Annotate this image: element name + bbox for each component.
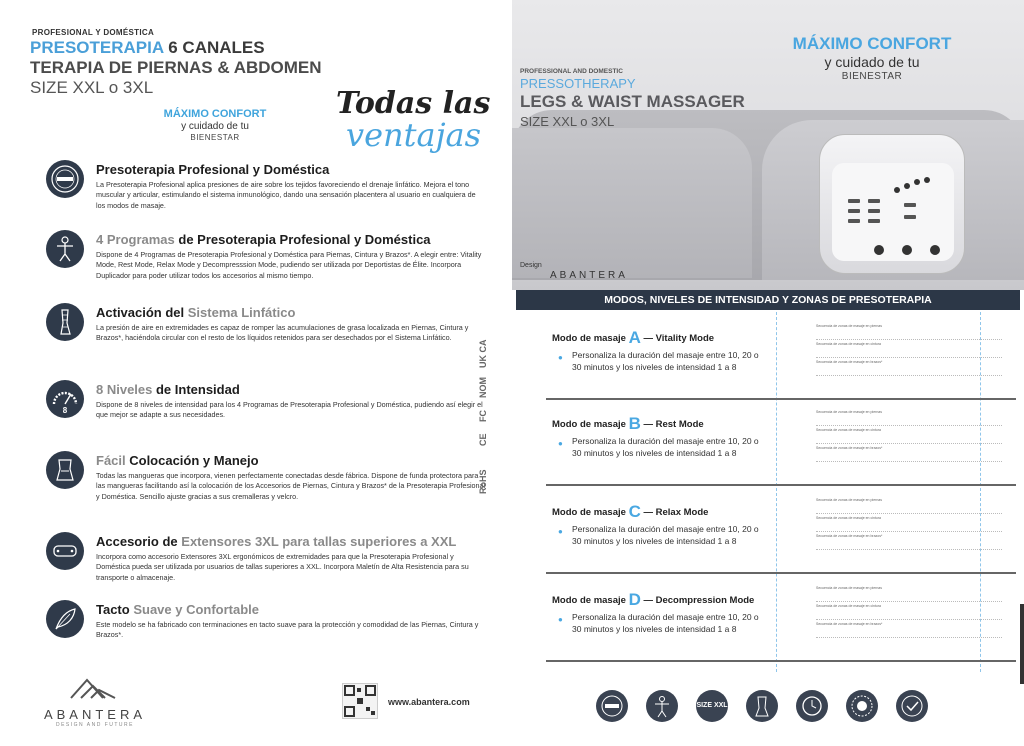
quality-seal-icon (846, 690, 878, 722)
device-led (868, 209, 880, 213)
modes-banner: MODOS, NIVELES DE INTENSIDAD Y ZONAS DE PRESOTERAPIA (516, 290, 1020, 310)
feather-icon (46, 600, 84, 638)
mode-c (546, 490, 1016, 578)
body-figure-icon (46, 230, 84, 268)
seq-label: Secuencia de zonas de masaje en piernas (816, 324, 882, 328)
mode-body: Personaliza la duración del masaje entre 10, 20 o 30 minutos y los niveles de intensidad 1 a 8 (572, 350, 759, 372)
main-title (30, 38, 265, 58)
brand-tagline: DESIGN AND FUTURE (55, 722, 134, 728)
feature-title-a: Fácil (96, 453, 126, 468)
device-led (868, 219, 880, 223)
pressotherapy-title: PRESSOTHERAPY (520, 76, 636, 91)
design-label: Design (520, 262, 542, 269)
seq-row (816, 539, 1002, 550)
feature-body: Todas las mangueras que incorpora, vienen perfectamente conectadas desde fábrica. Dispone de funda protectora para las mangueras facilitando así la colocación de los Accesorios de Piernas, Cintura y Brazos* de la Presoterapia Profesional y Doméstica. Sencillo ajuste gracias a sus cremalleras y velcro. (96, 471, 486, 501)
zone-sequence (816, 586, 1002, 658)
seq-label: Secuencia de zonas de masaje en brazos* (816, 622, 883, 626)
warranty-seal-icon (896, 690, 928, 722)
device-dot (894, 187, 900, 193)
feature-title-a: Tacto (96, 602, 130, 617)
mode-bullet (558, 524, 768, 548)
feature-title-b: Sistema Linfático (184, 305, 296, 320)
comfort-block-right (752, 34, 992, 83)
right-page (512, 0, 1024, 746)
feature-body: La presión de aire en extremidades es capaz de romper las acumulaciones de grasa localizada en Piernas, Cintura y Brazos*, haciéndola circular con el resto de los líquidos retenidos para ser desechados por el Sistema Linfático. (96, 323, 469, 343)
nom-mark: NOM (478, 377, 488, 398)
device-dot (914, 179, 920, 185)
seq-label: Secuencia de zonas de masaje en piernas (816, 410, 882, 414)
feature-title-b: Profesional y Doméstica (174, 162, 330, 177)
device-button (874, 245, 884, 255)
mode-letter: A (628, 328, 641, 347)
feature-title (96, 232, 431, 247)
device-led (868, 199, 880, 203)
mode-suffix: — Decompression Mode (640, 595, 755, 606)
feature-title-b: Extensores 3XL para tallas superiores a XXL (177, 534, 457, 549)
size-xxl-icon: SIZE XXL (696, 690, 728, 722)
feature-title-b: de Presoterapia Profesional y Doméstica (174, 232, 431, 247)
product-hero (512, 0, 1024, 290)
comfort-bienestar: BIENESTAR (190, 133, 240, 143)
comfort-heading: MÁXIMO CONFORT (163, 108, 267, 120)
device-button (902, 245, 912, 255)
mode-letter: B (628, 414, 641, 433)
feature-title (96, 305, 295, 320)
mode-heading (552, 414, 704, 434)
qr-code-icon (342, 683, 378, 719)
mode-suffix: — Rest Mode (640, 419, 704, 430)
svg-text:8: 8 (62, 406, 68, 415)
seq-label: Secuencia de zonas de masaje en cintura (816, 516, 881, 520)
leg-icon (46, 303, 84, 341)
page-edge-strip (1020, 604, 1024, 684)
seq-label: Secuencia de zonas de masaje en cintura (816, 342, 881, 346)
seq-row (816, 433, 1002, 444)
zone-sequence (816, 324, 1002, 396)
mode-b (546, 402, 1016, 490)
device-led (904, 203, 916, 207)
mode-heading (552, 328, 714, 348)
ce-mark: CE (478, 433, 488, 446)
seq-label: Secuencia de zonas de masaje en piernas (816, 586, 882, 590)
device-led (848, 219, 860, 223)
mode-heading (552, 590, 754, 610)
mode-suffix: — Vitality Mode (640, 333, 715, 344)
subtitle: TERAPIA DE PIERNAS & ABDOMEN (30, 58, 322, 77)
seq-label: Secuencia de zonas de masaje en brazos* (816, 534, 883, 538)
timer-icon (796, 690, 828, 722)
mode-prefix: Modo de masaje (552, 333, 629, 344)
feature-body: La Presoterapia Profesional aplica presiones de aire sobre los tejidos favoreciendo el drenaje linfático. Mejora el tono muscular y articular, estimulando el sistema inmunológico, dando una sensación placentera al usuario en cualquiera de los modos de masaje. (96, 180, 476, 210)
device-led (848, 209, 860, 213)
brand-logo (40, 676, 150, 728)
seq-label: Secuencia de zonas de masaje en cintura (816, 428, 881, 432)
mode-separator (546, 572, 1016, 574)
comfort-sub-right: y cuidado de tu (824, 54, 920, 71)
main-title-blue: PRESOTERAPIA (30, 38, 164, 57)
mode-body: Personaliza la duración del masaje entre 10, 20 o 30 minutos y los niveles de intensidad 1 a 8 (572, 524, 759, 546)
device-button (930, 245, 940, 255)
bullet-dot-icon: ● (558, 615, 563, 624)
feature-title-a: Activación del (96, 305, 185, 320)
feature-title-b: Colocación y Manejo (125, 453, 259, 468)
seq-row (816, 503, 1002, 514)
mode-letter: C (628, 502, 641, 521)
size-label-left: SIZE XXL o 3XL (30, 78, 154, 97)
certification-marks (476, 318, 498, 498)
mode-body: Personaliza la duración del masaje entre 10, 20 o 30 minutos y los niveles de intensidad 1 a 8 (572, 612, 759, 634)
feature-body: Dispone de 4 Programas de Presoterapia Profesional y Doméstica para Piernas, Cintura y Brazos*. A elegir entre: Vitality Mode, Rest Mode, Relax Mode y Decompresssion Mode, pudiendo ser utilizada por Deportistas de Élite. Incorpora Duplicador para poder utilizar todos los accesorios al mismo tiempo. (96, 250, 482, 280)
seq-label: Secuencia de zonas de masaje en piernas (816, 498, 882, 502)
seq-row (816, 627, 1002, 638)
mode-suffix: — Relax Mode (640, 507, 709, 518)
zone-sequence (816, 410, 1002, 482)
seq-row (816, 365, 1002, 376)
eyebrow-left: PROFESIONAL Y DOMÉSTICA (32, 28, 155, 37)
seq-row (816, 329, 1002, 340)
mode-bullet (558, 436, 768, 460)
seq-row (816, 347, 1002, 358)
seq-row (816, 451, 1002, 462)
feature-title (96, 162, 329, 177)
device-panel (832, 163, 954, 261)
pressotherapy-device (819, 134, 965, 274)
feature-body: Este modelo se ha fabricado con terminaciones en tacto suave para la protección y comodidad de las Piernas, Cintura y Brazos*. (96, 620, 479, 640)
mode-prefix: Modo de masaje (552, 419, 629, 430)
website-link[interactable]: www.abantera.com (388, 697, 470, 707)
script-todas: Todas las (336, 86, 491, 121)
bullet-dot-icon: ● (558, 527, 563, 536)
device-dot (904, 183, 910, 189)
mode-separator (546, 398, 1016, 400)
mode-prefix: Modo de masaje (552, 507, 629, 518)
bullet-dot-icon: ● (558, 353, 563, 362)
feature-title (96, 602, 259, 617)
fc-mark: FC (478, 410, 488, 422)
placement-icon (46, 451, 84, 489)
comfort-sub: y cuidado de tu (181, 121, 249, 133)
leg-wrap-icon (746, 690, 778, 722)
size-label-right: SIZE XXL o 3XL (520, 114, 615, 129)
feature-title-b: Suave y Confortable (129, 602, 260, 617)
body-figure-icon (646, 690, 678, 722)
feature-title-a: Accesorio de (96, 534, 178, 549)
bottom-icon-row (596, 690, 1020, 726)
seq-label: Secuencia de zonas de masaje en brazos* (816, 446, 883, 450)
mode-a (546, 316, 1016, 404)
certified-badge-icon (596, 690, 628, 722)
seq-label: Secuencia de zonas de masaje en cintura (816, 604, 881, 608)
mode-letter: D (628, 590, 641, 609)
feature-title-a: Presoterapia (96, 162, 175, 177)
mode-separator (546, 660, 1016, 662)
script-ventajas: ventajas (346, 116, 481, 154)
brand-name: ABANTERA (43, 707, 147, 722)
zone-sequence (816, 498, 1002, 570)
bullet-dot-icon: ● (558, 439, 563, 448)
gauge-icon (46, 380, 84, 418)
device-led (904, 215, 916, 219)
certified-badge-icon (46, 160, 84, 198)
ukca-mark: UK CA (478, 339, 488, 368)
device-led (848, 199, 860, 203)
feature-title-a: 8 Niveles (96, 382, 153, 397)
feature-body: Dispone de 8 niveles de intensidad para los 4 Programas de Presoterapia Profesional y Doméstica, pudiendo así elegir el que mejor se adapte a sus necesidades. (96, 400, 483, 420)
device-dot (924, 177, 930, 183)
comfort-block-left (140, 108, 290, 143)
seq-row (816, 591, 1002, 602)
mode-separator (546, 484, 1016, 486)
mode-heading (552, 502, 708, 522)
seq-row (816, 415, 1002, 426)
feature-title (96, 534, 456, 549)
brand-mountain-icon (65, 676, 125, 700)
feature-title-b: de Intensidad (152, 382, 240, 397)
sofa-cushion-left (512, 128, 752, 278)
rohs-mark: RoHS (478, 469, 488, 494)
extender-icon (46, 532, 84, 570)
feature-title (96, 453, 259, 468)
feature-body: Incorpora como accesorio Extensores 3XL ergonómicos de extremidades para que la Presoterapia Profesional y Doméstica pueda ser utilizada por usuarios de tallas superiores a XXL. Incorpora Maletín de Alta Resistencia para su transporte o almacenaje. (96, 552, 469, 582)
seq-label: Secuencia de zonas de masaje en brazos* (816, 360, 883, 364)
seq-row (816, 521, 1002, 532)
legs-waist-title: LEGS & WAIST MASSAGER (520, 92, 745, 111)
main-title-dark: 6 CANALES (163, 38, 265, 57)
comfort-heading-right: MÁXIMO CONFORT (792, 34, 952, 53)
feature-title-a: 4 Programas (96, 232, 175, 247)
eyebrow-right: PROFESSIONAL AND DOMESTIC (520, 68, 623, 75)
mode-bullet (558, 612, 768, 636)
design-logo: ABANTERA (550, 270, 628, 281)
mode-bullet (558, 350, 768, 374)
mode-d (546, 578, 1016, 666)
comfort-bienestar-right: BIENESTAR (841, 71, 903, 83)
feature-title (96, 382, 240, 397)
mode-prefix: Modo de masaje (552, 595, 629, 606)
mode-body: Personaliza la duración del masaje entre 10, 20 o 30 minutos y los niveles de intensidad 1 a 8 (572, 436, 759, 458)
seq-row (816, 609, 1002, 620)
